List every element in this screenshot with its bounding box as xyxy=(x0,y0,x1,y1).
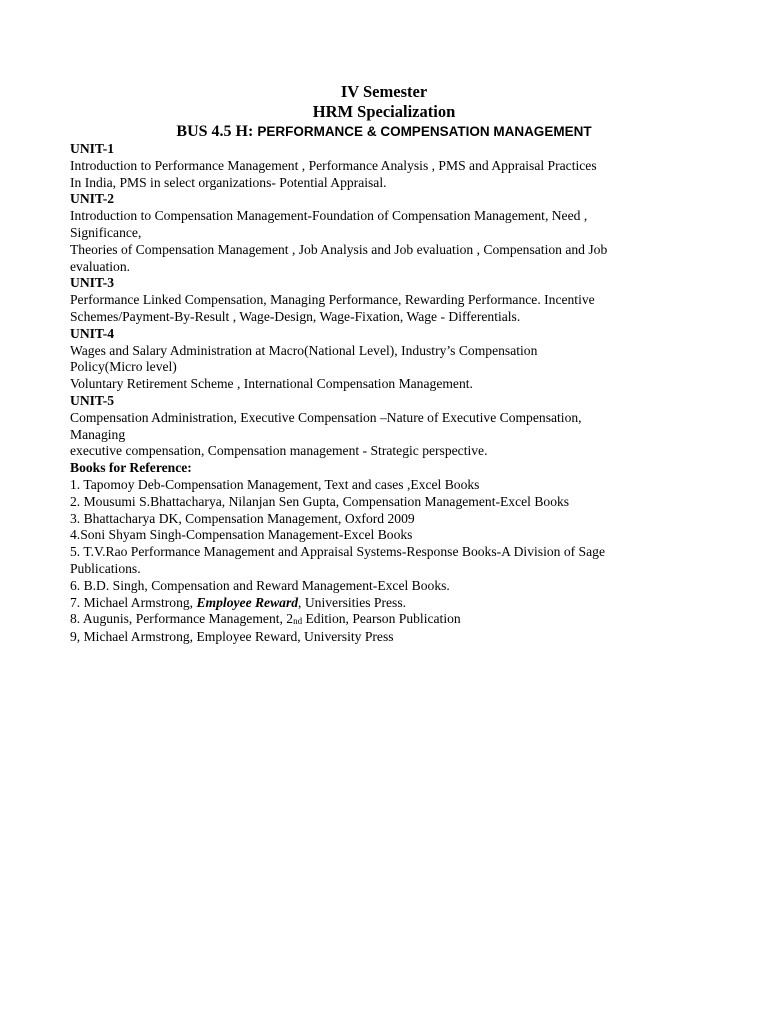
book-entry: 4.Soni Shyam Singh-Compensation Management-Excel Books xyxy=(70,527,413,543)
books-heading: Books for Reference: xyxy=(70,460,192,476)
book-entry: 3. Bhattacharya DK, Compensation Management, Oxford 2009 xyxy=(70,510,415,526)
unit-1-section xyxy=(70,141,710,191)
unit-4-section xyxy=(70,326,710,393)
unit-heading: UNIT-2 xyxy=(70,191,115,207)
book-entry-author: 7. Michael Armstrong, xyxy=(70,594,197,610)
unit-text-line: Introduction to Compensation Management-Foundation of Compensation Management, Need , xyxy=(70,208,588,224)
unit-text-line: Voluntary Retirement Scheme , International Compensation Management. xyxy=(70,376,473,392)
unit-text-line: Theories of Compensation Management , Job Analysis and Job evaluation , Compensation and Job xyxy=(70,241,608,257)
unit-heading: UNIT-4 xyxy=(70,325,115,341)
book-entry: 2. Mousumi S.Bhattacharya, Nilanjan Sen Gupta, Compensation Management-Excel Books xyxy=(70,493,570,509)
book-entry-continuation: Publications. xyxy=(70,560,141,576)
unit-text-line: Significance, xyxy=(70,224,142,240)
book-entry: 5. T.V.Rao Performance Management and Appraisal Systems-Response Books-A Division of Sage xyxy=(70,544,605,560)
unit-text-line: Schemes/Payment-By-Result , Wage-Design, Wage-Fixation, Wage - Differentials. xyxy=(70,308,521,324)
unit-text-line: Compensation Administration, Executive Compensation –Nature of Executive Compensation, xyxy=(70,409,582,425)
unit-heading: UNIT-3 xyxy=(70,275,115,291)
unit-heading: UNIT-5 xyxy=(70,392,115,408)
book-entry-publisher: , Universities Press. xyxy=(298,594,407,610)
course-title: PERFORMANCE & COMPENSATION MANAGEMENT xyxy=(257,124,592,139)
semester-title: IV Semester xyxy=(340,82,428,101)
unit-heading: UNIT-1 xyxy=(70,141,115,156)
ordinal-suffix: nd xyxy=(293,616,303,627)
course-code: BUS 4.5 H: xyxy=(176,123,258,140)
books-section xyxy=(70,460,710,646)
syllabus-body xyxy=(70,141,710,646)
book-entry-title: Employee Reward xyxy=(196,594,299,610)
book-entry: 1. Tapomoy Deb-Compensation Management, Text and cases ,Excel Books xyxy=(70,476,480,492)
unit-text-line: Managing xyxy=(70,426,126,442)
unit-text-line: Policy(Micro level) xyxy=(70,359,177,375)
book-entry xyxy=(70,595,710,612)
specialization-title: HRM Specialization xyxy=(312,102,456,121)
unit-text-line: Wages and Salary Administration at Macro(National Level), Industry’s Compensation xyxy=(70,342,538,358)
unit-text-line: In India, PMS in select organizations- Potential Appraisal. xyxy=(70,174,387,190)
unit-text-line: evaluation. xyxy=(70,258,131,274)
syllabus-header xyxy=(0,82,768,142)
unit-2-section xyxy=(70,191,710,275)
book-entry: 9, Michael Armstrong, Employee Reward, University Press xyxy=(70,629,394,645)
book-entry-publisher: Edition, Pearson Publication xyxy=(302,611,461,627)
course-heading xyxy=(0,122,768,142)
unit-text-line: Performance Linked Compensation, Managing Performance, Rewarding Performance. Incentive xyxy=(70,292,595,308)
unit-3-section xyxy=(70,275,710,325)
unit-text-line: Introduction to Performance Management , Performance Analysis , PMS and Appraisal Practices xyxy=(70,157,597,173)
unit-5-section xyxy=(70,393,710,460)
book-entry: 6. B.D. Singh, Compensation and Reward Management-Excel Books. xyxy=(70,577,450,593)
book-entry-main: 8. Augunis, Performance Management, 2 xyxy=(70,611,294,627)
book-entry xyxy=(70,611,710,629)
unit-text-line: executive compensation, Compensation management - Strategic perspective. xyxy=(70,443,488,459)
